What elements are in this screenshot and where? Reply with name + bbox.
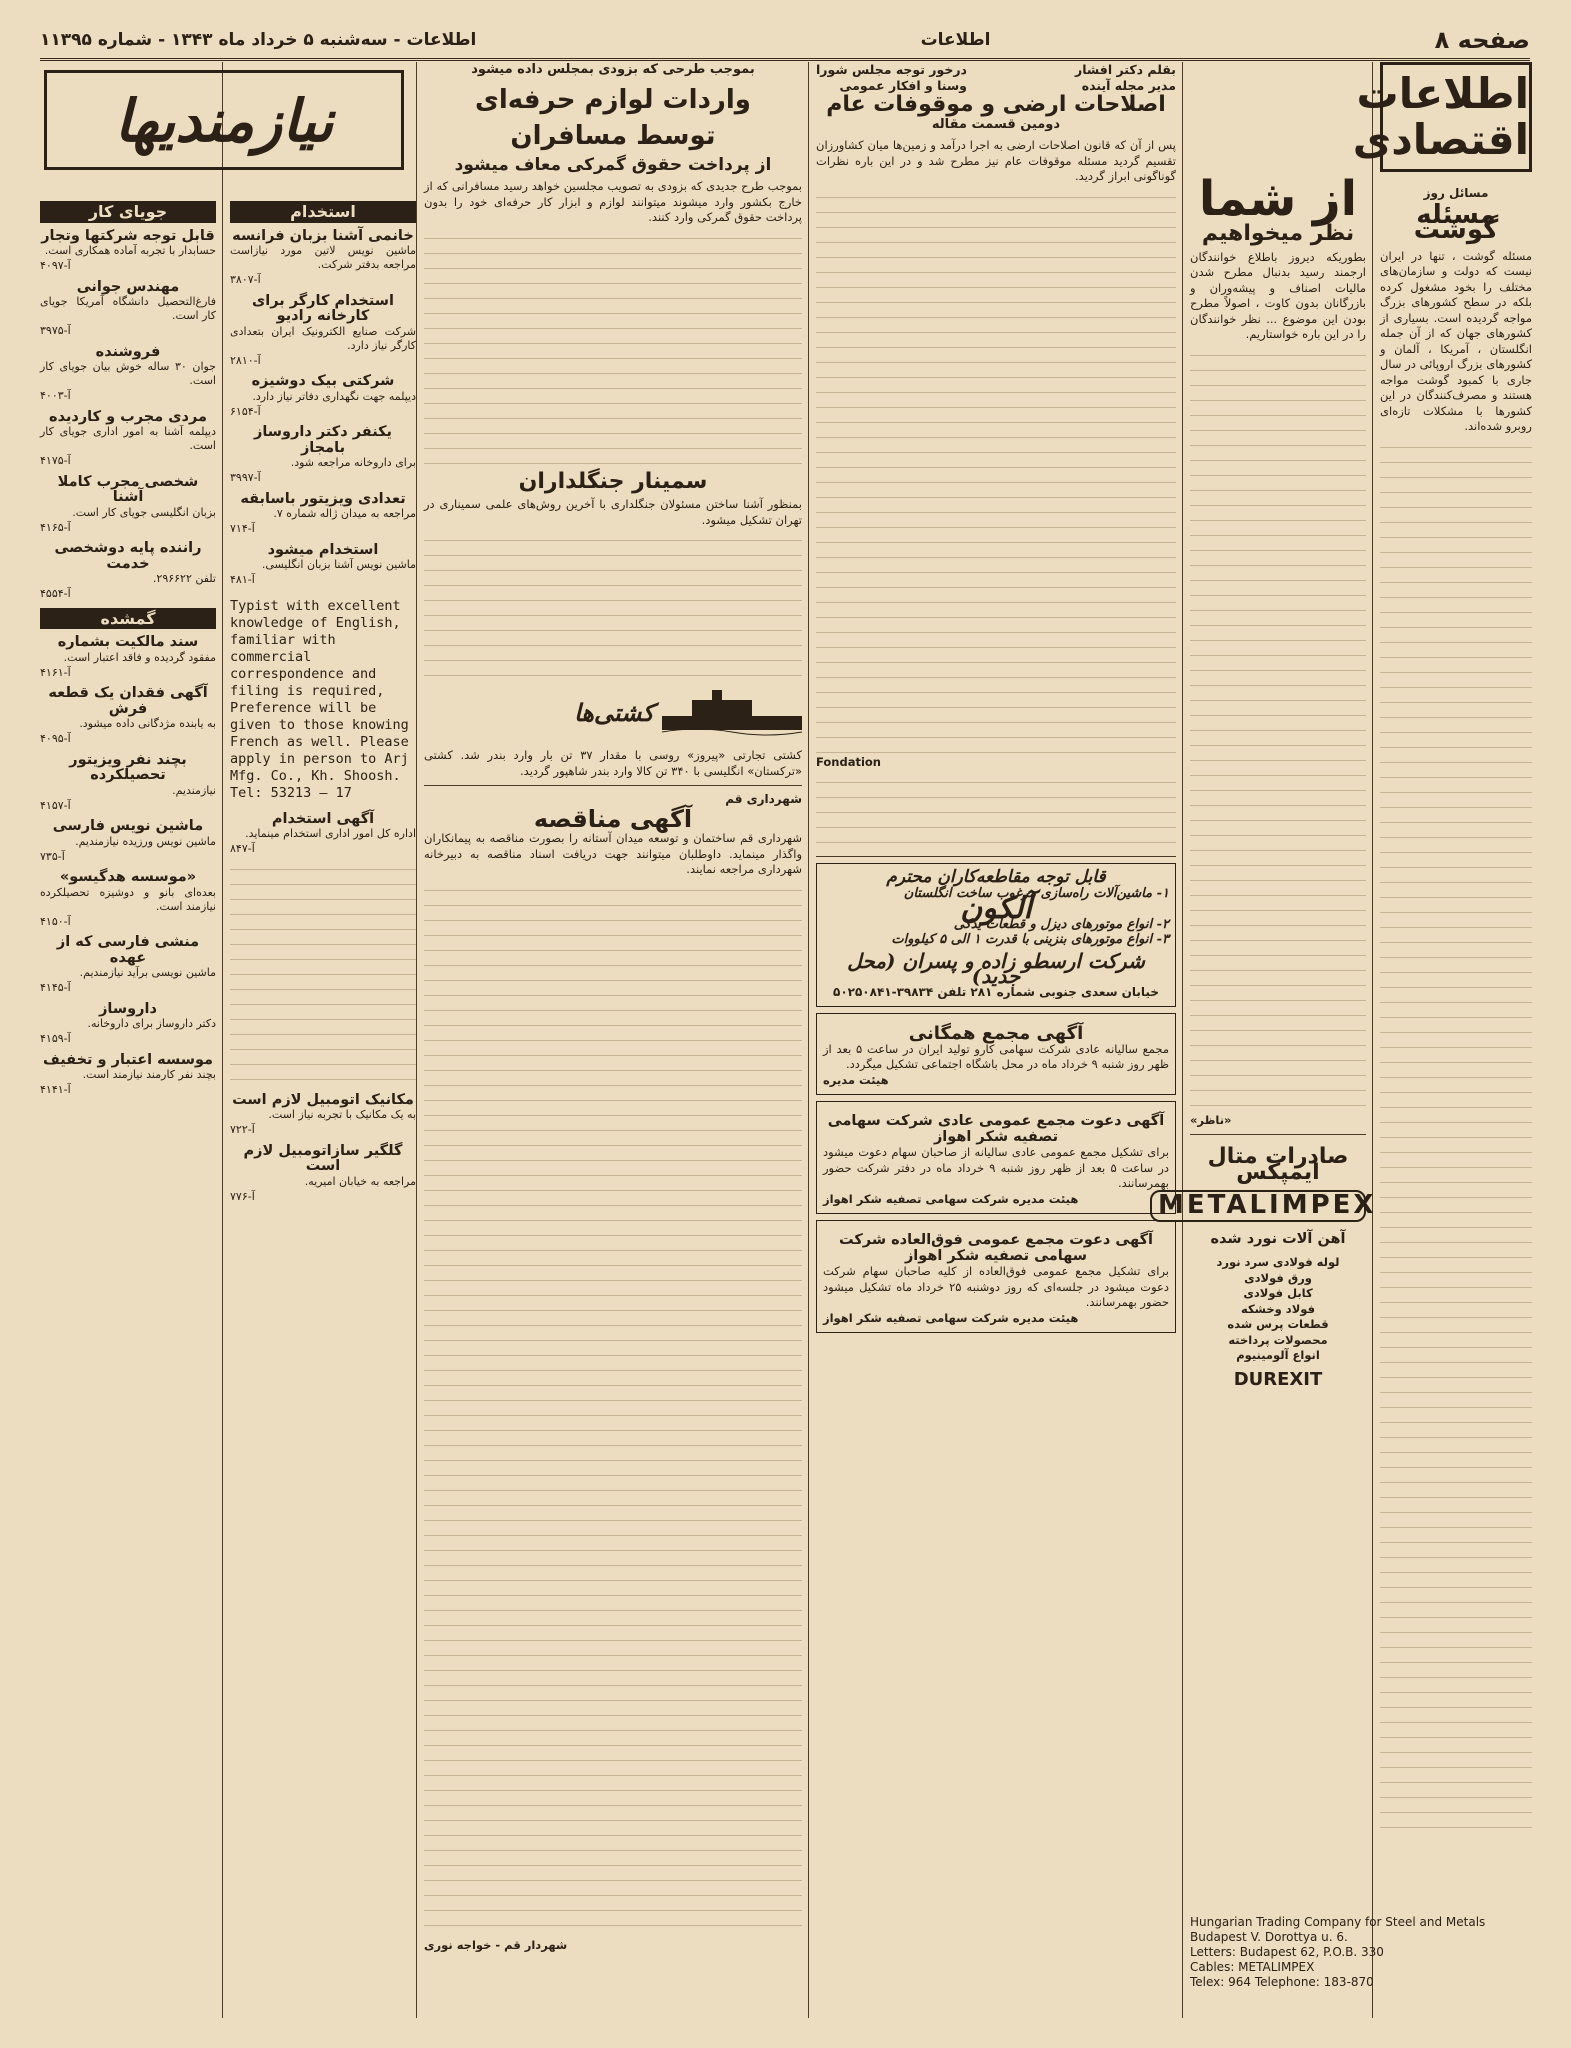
hire-ad-code: آ-۶۱۵۴ [230,404,261,418]
reform-byline: بقلم دکتر افشار مدیر مجله آینده [1075,62,1176,93]
reform-tail [816,770,1176,850]
metalimpex-list-title: آهن آلات نورد شده [1210,1230,1346,1247]
reform-column [816,62,1176,2020]
misc-ad-text: ماشین نویس ورزیده نیازمندیم. [75,834,216,848]
job-ad-code: آ-۴۱۶۵ [40,520,71,534]
hire-ad-text: ماشین نویس آشنا بزبان انگلیسی. [261,558,416,571]
from-you-signature: «ناظر» [1190,1112,1232,1127]
imports-kicker: بموجب طرحی که بزودی بمجلس داده میشود [471,62,755,77]
assembly-2-sig: هیئت مدیره شرکت سهامی تصفیه شکر اهواز [823,1191,1079,1206]
hire-ad-text: مراجعه به میدان ژاله شماره ۷. [273,507,416,520]
lost-ad-title: سند مالکیت بشماره [57,634,199,650]
hire-ad-title: یکنفر دکتر داروساز بامجاز [254,424,392,456]
job-ad-text: تلفن ۲۹۶۶۲۲. [152,572,216,585]
job-ad-title: قابل توجه شرکتها وتجار [41,227,215,244]
economics-column [1352,62,1532,2020]
hire-ad [230,1144,416,1205]
column-rule [1182,62,1183,2018]
job-ad-text: جوان ۳۰ ساله خوش بیان جویای کار است. [40,360,216,387]
lost-ad [40,635,216,680]
job-ad-text: فارغ‌التحصیل دانشگاه آمریکا جویای کار است. [40,295,216,322]
misc-ad-title: داروساز [99,1000,157,1017]
durexit-brand: DUREXIT [1233,1368,1323,1390]
imports-continuation [424,226,802,466]
hire-ad-text: مراجعه به خیابان امیریه. [304,1174,416,1188]
seminar-continuation [424,528,802,678]
reform-kicker: درخور توجه مجلس شورا وسنا و افکار عمومی [816,62,967,93]
job-ad-title: فروشنده [95,343,161,360]
assembly-2-body: برای تشکیل مجمع عمومی عادی سالیانه از صاحبان سهام دعوت میشود در ساعت ۵ بعد از ظهر روز شنبه ۹ خرداد ماه در دفتر شرکت حضور بهمرسانند. [823,1145,1170,1190]
alcon-line-3: ۳- انواع موتورهای بنزینی با قدرت ۱ الی ۵ کیلووات [891,932,1169,947]
job-ad [40,229,216,274]
ships-body: کشتی تجارتی «پیروز» روسی با مقدار ۳۷ تن بار وارد بندر شد. کشتی «ترکستان» انگلیسی با ۳۴۰ تن کالا وارد بندر شاهپور گردید. [424,748,802,778]
hire-ad-code: آ-۷۲۲ [230,1123,255,1136]
hire-ad-title: استخدام میشود [267,541,379,558]
reform-continuation [816,185,1176,755]
seminar-title: سمینار جنگلداران [518,468,708,494]
assembly-ad-3 [816,1220,1176,1333]
issue-tag: مسائل روز [1423,186,1489,200]
foundation-word: Fondation [816,754,881,769]
seminar-body: بمنظور آشنا ساختن مسئولان جنگلداری با آخرین روش‌های علمی سمیناری در تهران تشکیل میشود. [424,497,802,527]
job-ad-code: آ-۴۱۷۵ [40,454,71,467]
product-item: لوله فولادی سرد نورد [1216,1255,1340,1269]
page-header [40,22,1530,61]
divider [424,785,802,786]
misc-ad-code: آ-۴۱۴۵ [40,981,71,994]
assembly-ad-1 [816,1013,1176,1095]
lost-ad-text: به یابنده مژدگانی داده میشود. [79,717,216,730]
hire-ad [230,374,416,419]
product-item: قطعات پرس شده [1227,1317,1329,1331]
hire-ad-code: آ-۴۸۱ [230,573,255,586]
misc-ad-title: منشی فارسی که از عهده [56,934,200,966]
hire-ad-title: خانمی آشنا بزبان فرانسه [232,227,414,244]
job-ad-text: دیپلمه آشنا به امور اداری جویای کار است. [40,425,216,452]
imports-column [424,62,802,2020]
meat-article-title: مسئله گوشت [1413,199,1499,245]
column-rule [416,62,417,2018]
imports-body: بموجب طرح جدیدی که بزودی به تصویب مجلسین خواهد رسید مسافرانی که از خارج بکشور وارد میشوند میتوانند لوازم و ابزار کار حرفه‌ای خود را بدون پرداخت حقوق گمرکی وارد کنند. [424,179,802,224]
misc-ad-title: بچند نفر ویزیتور تحصیلکرده [69,751,187,783]
hire-column [230,195,416,2020]
job-ad [40,541,216,602]
hire-ad [230,543,416,588]
misc-ad-title: موسسه اعتبار و تخفیف [42,1051,214,1068]
economics-logo: اطلاعات اقتصادی [1380,62,1532,172]
alcon-company: شرکت ارسطو زاده و پسران (محل جدید) [847,948,1145,988]
misc-ad [40,870,216,929]
reform-subtitle: دومین قسمت مقاله [931,116,1061,132]
typist-ad: Typist with excellent knowledge of English, familiar with commercial correspondence and filing is required, Preference will be given to those knowing French as well. Please apply in person to Arj Mfg. Co., Kh. Shoosh. Tel: 53213 — 17 [230,597,409,801]
alcon-kicker: قابل توجه مقاطعه‌کاران محترم [886,867,1106,887]
hire-ad-code: آ-۲۸۱۰ [230,353,261,367]
job-ad-code: آ-۴۰۰۳ [40,389,71,402]
hire-ad [230,812,416,857]
job-ad-code: آ-۳۹۷۵ [40,324,71,337]
reform-title: اصلاحات ارضی و موقوفات عام [826,92,1166,117]
metalimpex-address: Hungarian Trading Company for Steel and Metals Budapest V. Dorottya u. 6. Letters: Budapest 62, P.O.B. 330 Cables: METALIMPEX Telex: 964 Telephone: 183-870 [1190,1915,1486,1989]
assembly-3-body: برای تشکیل مجمع عمومی فوق‌العاده از کلیه صاحبان سهام شرکت دعوت میشود در جلسه‌ای که روز دوشنبه ۲۵ خرداد ماه تشکیل میشود حضور بهمرسانند. [823,1264,1169,1309]
misc-ad-code: آ-۷۳۵ [40,849,65,863]
misc-ad-code: آ-۴۱۴۱ [40,1083,71,1096]
product-item: فولاد وخشکه [1240,1301,1315,1316]
misc-ad-text: دکتر داروساز برای داروخانه. [87,1017,216,1030]
misc-ad-code: آ-۴۱۵۰ [40,914,71,928]
assembly-3-title: آگهی دعوت مجمع عمومی فوق‌العاده شرکت سهامی تصفیه شکر اهواز [839,1232,1153,1264]
hire-ad-text: شرکت صنایع الکترونیک ایران بتعدادی کارگر نیاز دارد. [230,324,416,352]
alcon-ad [816,863,1176,1007]
job-ad-title: مردی مجرب و کاردیده [49,408,207,425]
job-ad [40,475,216,536]
job-ad-title: راننده پایه دوشخصی خدمت [54,540,202,572]
ships-block [424,688,802,738]
needs-banner: نیازمندیها [44,70,404,170]
tender-sig: شهردار قم - خواجه نوری [424,1937,568,1952]
tender-title: آگهی مناقصه [533,804,693,833]
job-ad-code: آ-۴۵۵۴ [40,587,71,600]
meat-article-continuation [1380,435,1532,1835]
alcon-brand: آلکون [960,891,1032,926]
from-you-continuation [1190,343,1366,1113]
lost-ad [40,686,216,747]
misc-ad-title: «موسسه هدگیسو» [59,869,197,885]
assembly-1-body: مجمع سالیانه عادی شرکت سهامی کارو تولید ایران در ساعت ۵ بعد از ظهر روز شنبه ۹ خرداد ماه در محل باشگاه اجتماعی تشکیل میگردد. [823,1041,1169,1071]
column-rule [1372,62,1373,2018]
product-item: ورق فولادی [1244,1270,1312,1285]
column-rule [808,62,809,2018]
misc-ad [40,753,216,814]
misc-ad-title: ماشین نویس فارسی [52,818,204,834]
assembly-1-sig: هیئت مدیره [823,1072,889,1087]
page-number: صفحه ۸ [1434,26,1530,54]
from-you-column [1158,62,1377,2020]
lost-bar: گمشده [40,608,216,630]
hire-ad [230,229,416,288]
job-ad-title: مهندس جوانی [76,278,180,295]
job-ad-text: حسابدار با تجربه آماده همکاری است. [44,244,216,257]
assembly-ad-2 [816,1101,1176,1214]
from-you-body: بطوریکه دیروز باطلاع خوانندگان ارجمند رسید بدنبال مطرح شدن مالیات اصناف و پیشه‌وران و بازرگانان بدون کاوت ، اصولاً مطرح بودن این موضوع ... نظر خوانندگان را در این باره خواستاریم. [1190,249,1366,341]
imports-title: واردات لوازم حرفه‌ای توسط مسافران [475,84,751,151]
hire-ad [230,1093,416,1138]
hire-continuation [230,857,416,1087]
hire-ad-title: تعدادی ویزیتور باسابقه [240,490,406,507]
metalimpex-products [1190,1255,1366,1364]
hire-ad-code: آ-۳۸۰۷ [230,273,261,286]
hire-ad-code: آ-۳۹۹۷ [230,471,261,484]
hire-bar: استخدام [230,201,416,223]
misc-ad-text: ماشین نویسی برآید نیازمندیم. [79,966,216,979]
misc-ad [40,819,216,864]
meat-article-body: مسئله گوشت ، تنها در ایران نیست که دولت و سازمان‌های مختلف را بخود مشغول کرده بلکه در سطح کشورهای بزرگ مواجه گردیده است. بسیاری از کشورهای جهان که از آن جمله انگلستان ، آمریکا ، آلمان و کشورهای بزرگ اروپائی در سال جاری با کمبود گوشت مواجه هستند و مصرف‌کنندگان در این کشورها با مشکلات تازه‌ای روبرو شده‌اند. [1380,248,1532,433]
divider [816,856,1176,857]
ship-icon [662,688,802,738]
hire-ad-code: آ-۸۴۷ [230,842,255,855]
misc-ad-code: آ-۴۱۵۷ [40,798,71,812]
jobseek-column [40,195,216,2020]
hire-ad [230,294,416,369]
lost-ad-code: آ-۴۰۹۵ [40,732,71,745]
hire-ad [230,492,416,537]
hire-ad-title: گلگیر سازاتومبیل لازم است [243,1142,403,1174]
metalimpex-kicker: صادرات متال ایمپکس [1207,1144,1349,1185]
misc-ad [40,1002,216,1047]
hire-ad-title: شرکتی بیک دوشیزه [251,373,395,389]
misc-ad-text: بعده‌ای بانو و دوشیزه تحصیلکرده نیازمند است. [40,885,216,913]
job-ad [40,345,216,404]
product-item: انواع آلومینیوم [1236,1348,1320,1362]
assembly-1-title: آگهی مجمع همگانی [908,1023,1084,1044]
misc-ad [40,935,216,996]
misc-ad-text: نیازمندیم. [172,783,216,797]
product-item: کابل فولادی [1243,1286,1313,1300]
paper-name: اطلاعات [920,30,991,50]
hire-ad-code: آ-۷۷۶ [230,1189,255,1203]
tender-body: شهرداری قم ساختمان و توسعه میدان آستانه را بصورت مناقصه به پیمانکاران واگذار مینماید. داوطلبان میتوانند جهت دریافت اسناد مناقصه به دبیرخانه شهرداری مراجعه نمایند. [424,831,802,876]
hire-ad [230,425,416,486]
issue-line: اطلاعات - سه‌شنبه ۵ خرداد ماه ۱۳۴۳ - شماره ۱۱۳۹۵ [40,30,477,50]
hire-ad-title: استخدام کارگر برای کارخانه رادیو [251,292,395,324]
product-item: محصولات پرداخته [1228,1332,1328,1347]
reform-header [816,62,1176,93]
job-ad-code: آ-۴۰۹۷ [40,259,71,272]
hire-ad-title: مکانیک اتومبیل لازم است [232,1091,414,1108]
hire-ad-code: آ-۷۱۴ [230,522,255,535]
from-you-subtitle: نظر میخواهیم [1201,221,1355,246]
lost-ad-code: آ-۴۱۶۱ [40,665,71,679]
hire-ad-title: آگهی استخدام [271,810,375,827]
hire-ad-text: اداره کل امور اداری استخدام مینماید. [245,827,416,840]
alcon-address: خیابان سعدی جنوبی شماره ۲۸۱ تلفن ۳۹۸۳۴-۵۰۲۵۰۸۴۱ [833,984,1159,999]
hire-ad-text: ماشین نویس لاتین مورد نیازاست مراجعه بدفتر شرکت. [230,244,416,271]
job-ad-text: بزبان انگلیسی جویای کار است. [72,505,216,519]
metalimpex-logo: METALIMPEX [1150,1190,1366,1222]
tender-continuation [424,878,802,1938]
from-you-title: از شما [1198,171,1358,227]
lost-ad-title: آگهی فقدان یک قطعه فرش [48,685,208,717]
hire-ad-text: برای داروخانه مراجعه شود. [290,456,416,469]
hire-ad-text: دیپلمه جهت نگهداری دفاتر نیاز دارد. [252,389,416,403]
reform-body: پس از آن که قانون اصلاحات ارضی به اجرا درآمد و زمین‌ها میان کشاورزان تقسیم گردید مسئله موقوفات عام نیز مطرح شد و در این باره نظرات گوناگونی ابراز گردید. [816,138,1176,183]
alcon-line-2: ۲- انواع موتورهای دیزل و قطعات یدکی [953,916,1169,932]
assembly-3-sig: هیئت مدیره شرکت سهامی تصفیه شکر اهواز [823,1310,1079,1325]
misc-ad-code: آ-۴۱۵۹ [40,1032,71,1045]
divider [1190,1134,1366,1135]
ships-badge: کشتی‌ها [573,698,654,728]
assembly-2-title: آگهی دعوت مجمع عمومی عادی شرکت سهامی تصفیه شکر اهواز [827,1113,1165,1145]
misc-ad [40,1053,216,1098]
imports-subtitle: از پرداخت حقوق گمرکی معاف میشود [454,154,772,175]
job-ad-title: شخصی مجرب کاملا آشنا [57,473,199,505]
tender-kicker: شهرداری قم [725,792,802,806]
lost-ad-text: مفقود گردیده و فاقد اعتبار است. [63,650,216,664]
job-ad [40,410,216,469]
hire-ad-text: به یک مکانیک با تجربه نیاز است. [268,1108,416,1121]
misc-ad-text: بچند نفر کارمند نیازمند است. [82,1068,216,1081]
column-rule [222,62,223,2018]
job-ad [40,280,216,339]
alcon-line-1: ۱- ماشین‌آلات راه‌سازی مرغوب ساخت انگلستان [903,885,1169,901]
jobseek-bar: جویای کار [40,201,216,223]
